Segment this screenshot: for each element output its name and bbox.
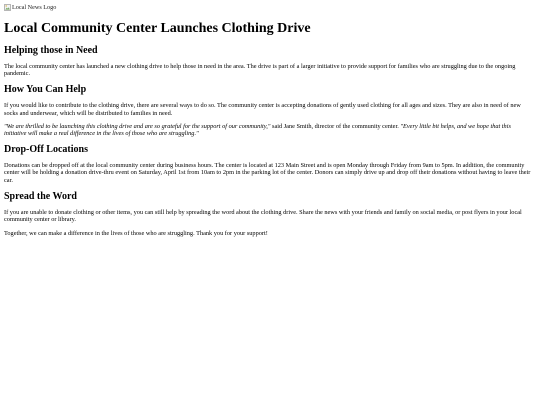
section-spread-the-word <box>4 191 534 238</box>
section-paragraph: Donations can be dropped off at the local community center during business hours. The center is located at 123 Main Street and is open Monday through Friday from 9am to 5pm. In addition, the community center will be holding a donation drive-thru event on Saturday, April 1st from 10am to 2pm in the parking lot of the center. Donors can simply drive up and drop off their donations without having to leave their car. <box>4 162 531 184</box>
section-paragraph: If you would like to contribute to the clothing drive, there are several ways to do so. The community center is accepting donations of gently used clothing for all ages and sizes. They are also in need of new socks and underwear, which will be distributed to families in need. <box>4 102 521 117</box>
logo-alt-text: Local News Logo <box>12 3 57 11</box>
section-paragraph: Together, we can make a difference in the lives of those who are struggling. Thank you for your support! <box>4 230 268 238</box>
section-heading: Spread the Word <box>4 190 77 202</box>
section-paragraph: If you are unable to donate clothing or other items, you can still help by spreading the word about the clothing drive. Share the news with your friends and family on social media, or post flyers in your local community center or library. <box>4 208 522 224</box>
director-quote <box>4 123 532 137</box>
section-heading: Drop-Off Locations <box>4 144 88 156</box>
section-drop-off-locations <box>4 144 534 184</box>
quote-part-1: "We are thrilled to be launching this clothing drive and are so grateful for the support of our community," <box>4 122 271 130</box>
section-how-you-can-help <box>4 84 534 137</box>
section-helping <box>4 45 534 77</box>
broken-image-icon <box>4 4 11 11</box>
section-paragraph: The local community center has launched a new clothing drive to help those in need in the area. The drive is part of a larger initiative to provide support for families who are struggling due to the ongoing pandemic. <box>4 63 516 78</box>
quote-attribution: said Jane Smith, director of the community center. <box>270 122 401 130</box>
news-logo <box>4 3 534 12</box>
section-heading: Helping those in Need <box>4 45 98 56</box>
article-page <box>4 3 534 244</box>
quote-part-2: "Every little bit helps, and we hope that this initiative will make a real difference in the lives of those who are struggling." <box>4 122 511 138</box>
section-heading: How You Can Help <box>4 84 87 96</box>
article-title: Local Community Center Launches Clothing Drive <box>4 21 311 36</box>
